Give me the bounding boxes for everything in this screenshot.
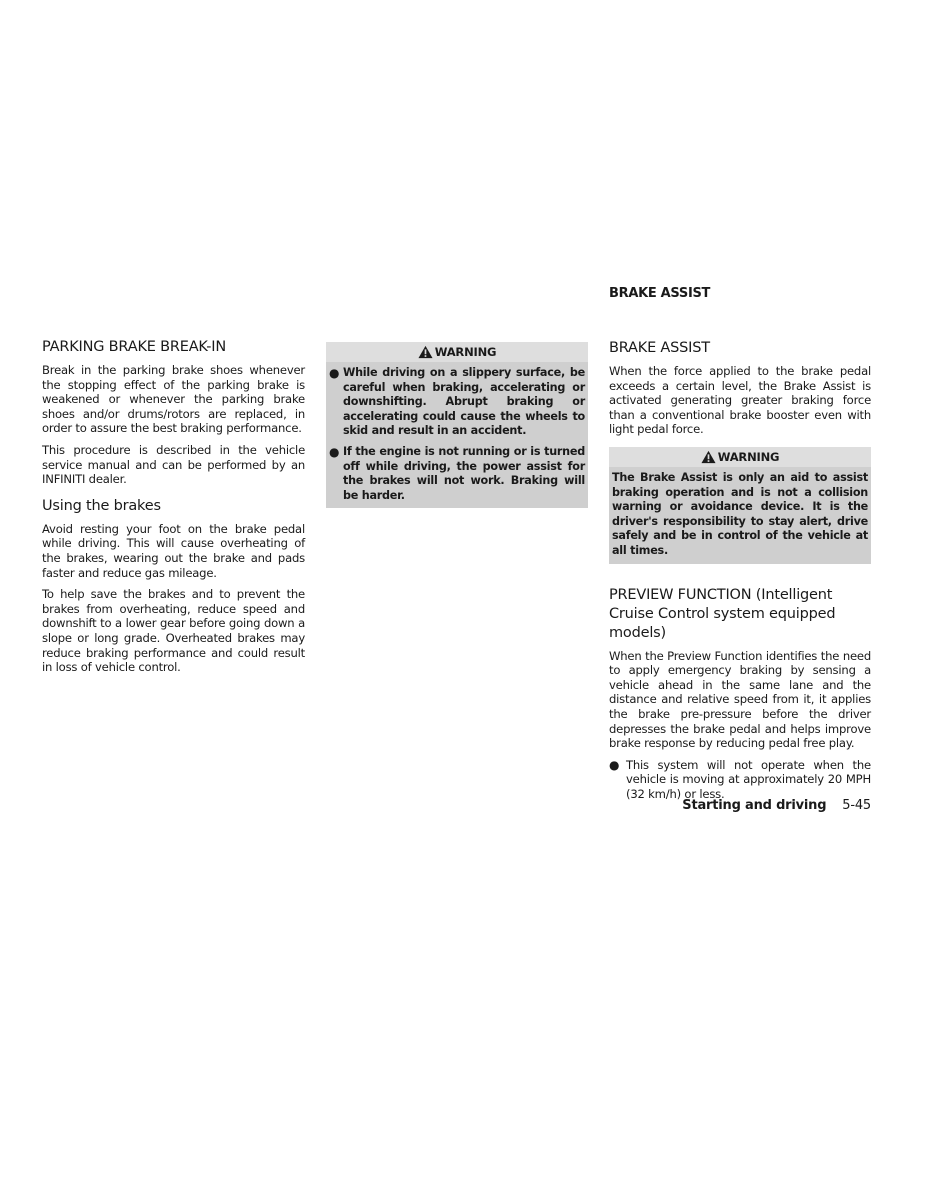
parking-brake-heading: PARKING BRAKE BREAK-IN <box>42 339 226 355</box>
chapter-title: Starting and driving <box>682 798 827 813</box>
warning-text: The Brake Assist is only an aid to assist braking operation and is not a collision warning or avoidance device. It is the driver's responsibility to stay alert, drive safely and be in control of the vehicle at all times. <box>612 470 868 557</box>
right-column <box>609 286 871 801</box>
list-item <box>609 758 871 802</box>
warning-item <box>329 366 585 439</box>
warning-label: WARNING <box>717 449 780 464</box>
using-brakes-paragraph-1: Avoid resting your foot on the brake pedal while driving. This will cause overheating of the brakes, wearing out the brake and pads faster and reduce gas mileage. <box>42 521 305 580</box>
warning-item-text: While driving on a slippery surface, be careful when braking, accelerating or downshifting. Abrupt braking or accelerating could cause the wheels to skid and result in an accident. <box>343 366 585 438</box>
warning-item-text: If the engine is not running or is turned off while driving, the power assist for the brakes will not work. Braking will be harder. <box>343 444 585 502</box>
page-number: 5-45 <box>842 798 871 813</box>
parking-brake-paragraph-1: Break in the parking brake shoes whenever the stopping effect of the parking brake is weakened or whenever the parking brake shoes and/or drums/rotors are replaced, in order to assure the best braking performance. <box>42 363 305 436</box>
page-footer <box>682 798 871 813</box>
warning-header <box>326 342 588 362</box>
preview-function-heading: PREVIEW FUNCTION (Intelligent Cruise Control system equipped models) <box>609 586 836 641</box>
middle-column <box>326 342 588 508</box>
warning-body <box>609 467 871 564</box>
parking-brake-paragraph-2: This procedure is described in the vehicle service manual and can be performed by an INFINITI dealer. <box>42 442 305 487</box>
warning-triangle-icon <box>418 345 433 359</box>
using-brakes-paragraph-2: To help save the brakes and to prevent the brakes from overheating, reduce speed and downshift to a lower gear before going down a slope or long grade. Overheated brakes may reduce braking performance and could result in loss of vehicle control. <box>42 587 305 675</box>
preview-function-paragraph: When the Preview Function identifies the need to apply emergency braking by sensing a vehicle ahead in the same lane and the distance and relative speed from it, it applies the brake pre-pressure before the driver depresses the brake pedal and helps improve brake response by reducing pedal free play. <box>609 648 871 751</box>
brake-assist-paragraph: When the force applied to the brake pedal exceeds a certain level, the Brake Assist is activated generating greater braking force than a conventional brake booster even with light pedal force. <box>609 364 871 437</box>
left-column <box>42 338 305 682</box>
warning-label: WARNING <box>434 345 497 359</box>
warning-header <box>609 447 871 467</box>
using-brakes-heading: Using the brakes <box>42 497 161 514</box>
warning-item <box>329 445 585 503</box>
warning-body <box>326 362 588 508</box>
section-title: BRAKE ASSIST <box>609 286 711 301</box>
brake-assist-heading: BRAKE ASSIST <box>609 340 710 356</box>
bullet-icon: ● <box>609 757 620 772</box>
bullet-icon: ● <box>329 444 340 459</box>
list-item-text: This system will not operate when the vehicle is moving at approximately 20 MPH (32 km/h) or less. <box>626 757 871 801</box>
warning-box-brakes <box>326 342 588 508</box>
warning-triangle-icon <box>701 450 716 464</box>
bullet-icon: ● <box>329 366 340 380</box>
warning-box-brake-assist <box>609 447 871 564</box>
